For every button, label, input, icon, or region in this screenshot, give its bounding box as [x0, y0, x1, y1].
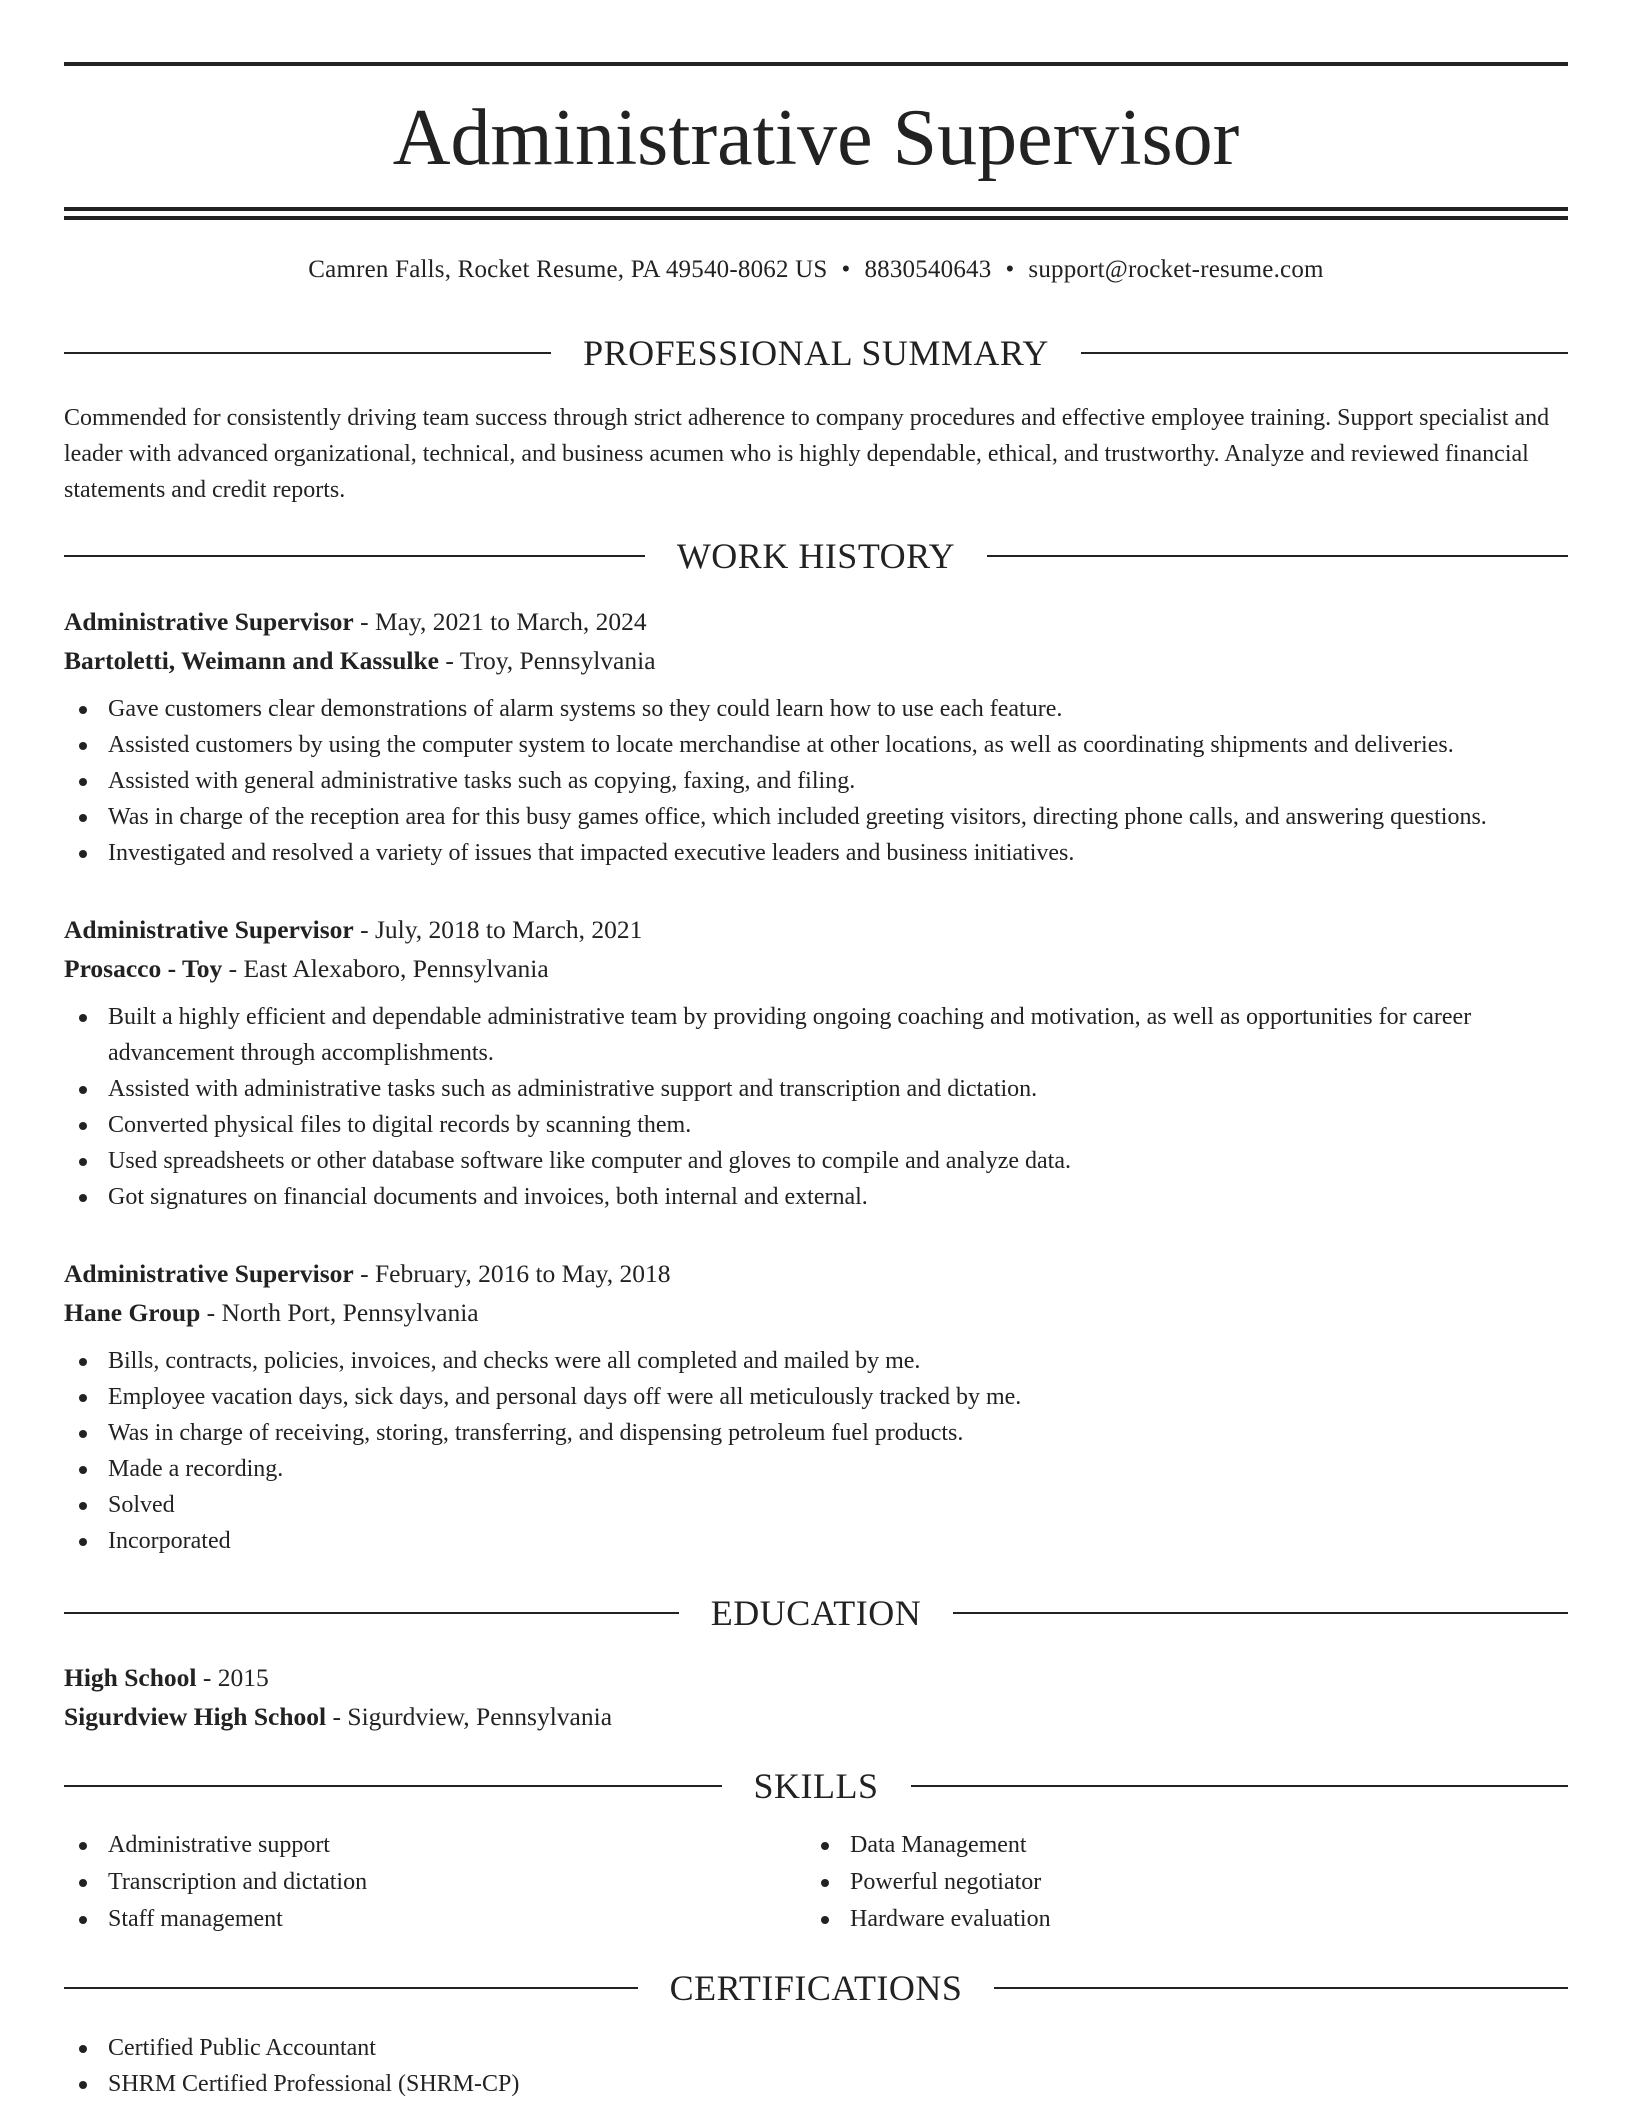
header-bottom-rule	[64, 207, 1568, 211]
heading-rule	[953, 1612, 1568, 1614]
heading-rule	[64, 1785, 722, 1787]
certification-item: SHRM Certified Professional (SHRM-CP)	[64, 2066, 1568, 2102]
job-entry	[64, 602, 1568, 871]
job-title-line	[64, 910, 1568, 949]
job-bullets	[64, 1343, 1568, 1559]
job-bullets	[64, 691, 1568, 871]
job-location: - East Alexaboro, Pennsylvania	[222, 954, 549, 983]
list-item: Converted physical files to digital records by scanning them.	[64, 1107, 1568, 1143]
job-company: Bartoletti, Weimann and Kassulke	[64, 646, 439, 675]
contact-separator: •	[841, 256, 851, 283]
heading-rule	[911, 1785, 1569, 1787]
job-entry	[64, 910, 1568, 1215]
list-item: Assisted customers by using the computer system to locate merchandise at other locations, as well as coordinating shipments and deliveries.	[64, 727, 1568, 763]
list-item: Used spreadsheets or other database software like computer and gloves to compile and analyze data.	[64, 1143, 1568, 1179]
job-location: - Troy, Pennsylvania	[439, 646, 656, 675]
section-title: CERTIFICATIONS	[669, 1968, 963, 2008]
education-location: - Sigurdview, Pennsylvania	[326, 1702, 613, 1731]
job-company: Prosacco - Toy	[64, 954, 223, 983]
education-degree: High School	[64, 1663, 197, 1692]
job-title: Administrative Supervisor	[64, 915, 354, 944]
resume-title: Administrative Supervisor	[392, 94, 1240, 182]
heading-rule	[64, 555, 645, 557]
contact-address: Camren Falls, Rocket Resume, PA 49540-8062 US	[308, 256, 828, 283]
education-degree-line	[64, 1658, 1568, 1697]
skills-column-right	[806, 1827, 1548, 1938]
section-heading-summary	[64, 331, 1568, 375]
job-title: Administrative Supervisor	[64, 1259, 354, 1288]
job-company-line	[64, 949, 1568, 988]
job-company-line	[64, 641, 1568, 680]
list-item: Got signatures on financial documents and invoices, both internal and external.	[64, 1179, 1568, 1215]
list-item: Gave customers clear demonstrations of alarm systems so they could learn how to use each feature.	[64, 691, 1568, 727]
summary-text: Commended for consistently driving team success through strict adherence to company procedures and effective employee training. Support specialist and leader with advanced organizational, technical, and business acumen who is highly dependable, ethical, and trustworthy. Analyze and reviewed financial statements and credit reports.	[64, 405, 1550, 503]
skill-item: Administrative support	[64, 1827, 806, 1864]
section-title: PROFESSIONAL SUMMARY	[583, 333, 1049, 373]
heading-rule	[64, 1987, 638, 1989]
job-company-line	[64, 1293, 1568, 1332]
job-title: Administrative Supervisor	[64, 607, 354, 636]
list-item: Bills, contracts, policies, invoices, and checks were all completed and mailed by me.	[64, 1343, 1568, 1379]
list-item: Built a highly efficient and dependable administrative team by providing ongoing coaching and motivation, as well as opportunities for career advancement through accomplishments.	[64, 999, 1568, 1071]
skill-item: Powerful negotiator	[806, 1864, 1548, 1901]
section-title: EDUCATION	[710, 1593, 922, 1633]
job-title-line	[64, 602, 1568, 641]
heading-rule	[994, 1987, 1568, 1989]
skill-item: Data Management	[806, 1827, 1548, 1864]
section-title: WORK HISTORY	[676, 536, 956, 576]
heading-rule	[64, 352, 551, 354]
list-item: Was in charge of receiving, storing, transferring, and dispensing petroleum fuel products.	[64, 1415, 1568, 1451]
list-item: Incorporated	[64, 1523, 1568, 1559]
contact-phone: 8830540643	[864, 256, 992, 283]
skill-item: Staff management	[64, 1901, 806, 1938]
job-entry	[64, 1254, 1568, 1559]
skill-item: Transcription and dictation	[64, 1864, 806, 1901]
heading-rule	[987, 555, 1568, 557]
list-item: Was in charge of the reception area for this busy games office, which included greeting visitors, directing phone calls, and answering questions.	[64, 799, 1568, 835]
job-bullets	[64, 999, 1568, 1215]
header-bottom-rule-2	[64, 216, 1568, 220]
job-dates: - May, 2021 to March, 2024	[353, 607, 647, 636]
skills-grid	[64, 1827, 1568, 1938]
contact-line	[64, 252, 1568, 288]
certifications-list	[64, 2030, 1568, 2102]
education-school-line	[64, 1697, 1568, 1736]
section-heading-certifications	[64, 1966, 1568, 2010]
certification-item: Certified Public Accountant	[64, 2030, 1568, 2066]
list-item: Made a recording.	[64, 1451, 1568, 1487]
list-item: Employee vacation days, sick days, and personal days off were all meticulously tracked by me.	[64, 1379, 1568, 1415]
job-title-line	[64, 1254, 1568, 1293]
education-school: Sigurdview High School	[64, 1702, 327, 1731]
job-location: - North Port, Pennsylvania	[200, 1298, 479, 1327]
section-heading-education	[64, 1591, 1568, 1635]
contact-separator: •	[1005, 256, 1015, 283]
list-item: Solved	[64, 1487, 1568, 1523]
section-title: SKILLS	[753, 1766, 879, 1806]
contact-email: support@rocket-resume.com	[1028, 256, 1324, 283]
header-top-rule	[64, 62, 1568, 66]
list-item: Assisted with general administrative tasks such as copying, faxing, and filing.	[64, 763, 1568, 799]
job-dates: - February, 2016 to May, 2018	[353, 1259, 671, 1288]
education-entry	[64, 1658, 1568, 1736]
job-company: Hane Group	[64, 1298, 201, 1327]
list-item: Assisted with administrative tasks such as administrative support and transcription and dictation.	[64, 1071, 1568, 1107]
section-heading-skills	[64, 1764, 1568, 1808]
list-item: Investigated and resolved a variety of issues that impacted executive leaders and business initiatives.	[64, 835, 1568, 871]
education-year: - 2015	[196, 1663, 269, 1692]
heading-rule	[1081, 352, 1568, 354]
heading-rule	[64, 1612, 679, 1614]
skills-column-left	[64, 1827, 806, 1938]
job-dates: - July, 2018 to March, 2021	[353, 915, 643, 944]
section-heading-work-history	[64, 534, 1568, 578]
skill-item: Hardware evaluation	[806, 1901, 1548, 1938]
